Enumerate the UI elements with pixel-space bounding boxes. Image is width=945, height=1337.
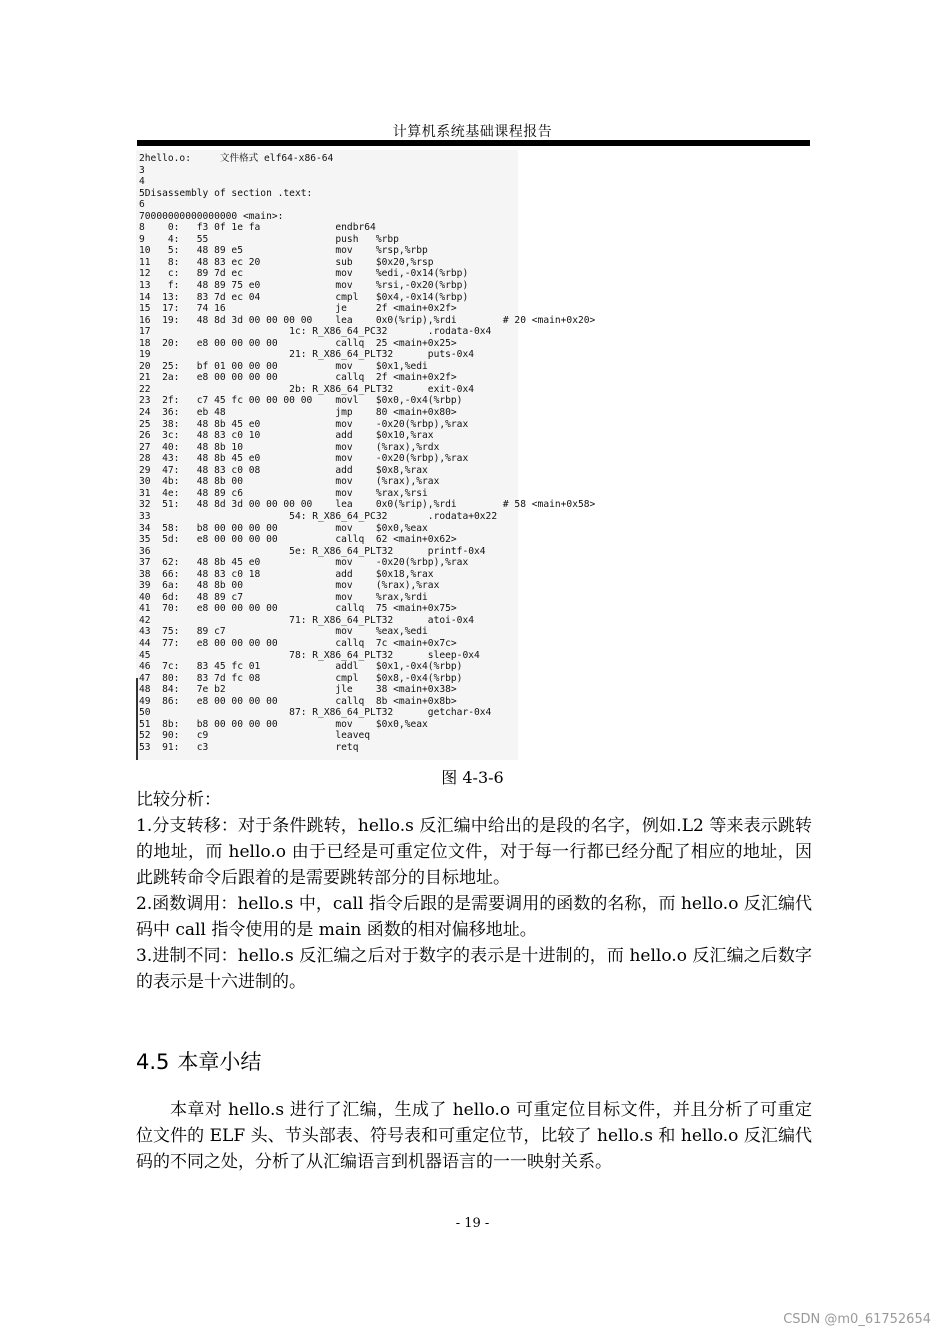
code-line: 32 51: 48 8d 3d 00 00 00 00 lea 0x0(%rip),%rdi # 58 <main+0x58> <box>139 499 596 511</box>
code-line: 46 7c: 83 45 fc 01 addl $0x1,-0x4(%rbp) <box>139 661 463 673</box>
section-number: 4.5 <box>136 1050 170 1074</box>
code-line: 44 77: e8 00 00 00 00 callq 7c <main+0x7c> <box>139 637 457 649</box>
code-line: 4 <box>139 176 145 188</box>
running-header: 计算机系统基础课程报告 <box>392 124 553 140</box>
code-line: 26 3c: 48 83 c0 10 add $0x10,%rax <box>139 430 434 442</box>
code-line: 5Disassembly of section .text: <box>139 187 313 199</box>
code-line: 25 38: 48 8b 45 e0 mov -0x20(%rbp),%rax <box>139 418 469 430</box>
code-line: 27 40: 48 8b 10 mov (%rax),%rdx <box>139 441 440 453</box>
chapter-summary <box>136 1097 812 1175</box>
code-line: 45 78: R_X86_64_PLT32 sleep-0x4 <box>139 649 480 661</box>
code-line: 12 c: 89 7d ec mov %edi,-0x14(%rbp) <box>139 268 469 280</box>
code-line: 16 19: 48 8d 3d 00 00 00 00 lea 0x0(%rip),%rdi # 20 <main+0x20> <box>139 314 596 326</box>
code-line: 9 4: 55 push %rbp <box>139 233 399 245</box>
code-line: 3 <box>139 164 145 176</box>
figure-caption: 图 4-3-6 <box>441 768 504 787</box>
code-line: 37 62: 48 8b 45 e0 mov -0x20(%rbp),%rax <box>139 557 469 569</box>
code-line: 14 13: 83 7d ec 04 cmpl $0x4,-0x14(%rbp) <box>139 291 469 303</box>
code-line: 11 8: 48 83 ec 20 sub $0x20,%rsp <box>139 256 434 268</box>
code-line: 13 f: 48 89 75 e0 mov %rsi,-0x20(%rbp) <box>139 280 469 292</box>
code-line: 24 36: eb 48 jmp 80 <main+0x80> <box>139 407 457 419</box>
code-line: 52 90: c9 leaveq <box>139 730 371 742</box>
code-line: 23 2f: c7 45 fc 00 00 00 00 movl $0x0,-0x4(%rbp) <box>139 395 463 407</box>
code-line: 47 80: 83 7d fc 08 cmpl $0x8,-0x4(%rbp) <box>139 672 463 684</box>
code-line: 41 70: e8 00 00 00 00 callq 75 <main+0x75> <box>139 603 457 615</box>
analysis-heading: 比较分析： <box>136 790 221 810</box>
code-line: 36 5e: R_X86_64_PLT32 printf-0x4 <box>139 545 486 557</box>
code-line: 21 2a: e8 00 00 00 00 callq 2f <main+0x2f> <box>139 372 457 384</box>
code-line: 20 25: bf 01 00 00 00 mov $0x1,%edi <box>139 360 428 372</box>
summary-paragraph: 本章对 hello.s 进行了汇编，生成了 hello.o 可重定位目标文件，并且分析了可重定位文件的 ELF 头、节头部表、符号表和可重定位节，比较了 hello.s 和 hello.o 反汇编代码的不同之处，分析了从汇编语言到机器语言的一一映射关系。 <box>136 1100 812 1172</box>
analysis-section <box>136 787 812 995</box>
analysis-item-call: 2.函数调用：hello.s 中，call 指令后跟的是需要调用的函数的名称，而 hello.o 反汇编代码中 call 指令使用的是 main 函数的相对偏移地址。 <box>136 894 812 940</box>
code-line: 34 58: b8 00 00 00 00 mov $0x0,%eax <box>139 522 428 534</box>
page-number: - 19 - <box>455 1216 490 1231</box>
code-line: 43 75: 89 c7 mov %eax,%edi <box>139 626 428 638</box>
analysis-item-radix: 3.进制不同：hello.s 反汇编之后对于数字的表示是十进制的，而 hello.o 反汇编之后数字的表示是十六进制的。 <box>136 946 812 992</box>
section-heading <box>136 1046 261 1076</box>
code-line: 48 84: 7e b2 jle 38 <main+0x38> <box>139 684 457 696</box>
header-rule <box>137 140 810 146</box>
code-line: 40 6d: 48 89 c7 mov %rax,%rdi <box>139 591 428 603</box>
code-line: 49 86: e8 00 00 00 00 callq 8b <main+0x8b> <box>139 695 457 707</box>
code-line: 28 43: 48 8b 45 e0 mov -0x20(%rbp),%rax <box>139 453 469 465</box>
code-line: 51 8b: b8 00 00 00 00 mov $0x0,%eax <box>139 718 428 730</box>
editor-left-border <box>136 678 138 760</box>
section-title: 本章小结 <box>177 1050 262 1074</box>
code-line: 18 20: e8 00 00 00 00 callq 25 <main+0x25> <box>139 337 457 349</box>
code-line: 19 21: R_X86_64_PLT32 puts-0x4 <box>139 349 475 361</box>
code-line: 30 4b: 48 8b 00 mov (%rax),%rax <box>139 476 440 488</box>
code-line: 70000000000000000 <main>: <box>139 210 284 222</box>
code-line: 29 47: 48 83 c0 08 add $0x8,%rax <box>139 464 428 476</box>
analysis-item-branch: 1.分支转移：对于条件跳转，hello.s 反汇编中给出的是段的名字，例如.L2 等来表示跳转的地址，而 hello.o 由于已经是可重定位文件，对于每一行都已经分配了相应的地址，因此跳转命令后跟着的是需要跳转部分的目标地址。 <box>136 816 812 888</box>
code-line: 6 <box>139 199 145 211</box>
code-line: 33 54: R_X86_64_PC32 .rodata+0x22 <box>139 510 498 522</box>
watermark: CSDN @m0_61752654 <box>783 1312 931 1327</box>
code-line: 10 5: 48 89 e5 mov %rsp,%rbp <box>139 245 428 257</box>
code-line: 2hello.o: 文件格式 elf64-x86-64 <box>139 153 334 164</box>
code-line: 15 17: 74 16 je 2f <main+0x2f> <box>139 303 457 315</box>
code-line: 38 66: 48 83 c0 18 add $0x18,%rax <box>139 568 434 580</box>
code-line: 39 6a: 48 8b 00 mov (%rax),%rax <box>139 580 440 592</box>
code-line: 50 87: R_X86_64_PLT32 getchar-0x4 <box>139 707 492 719</box>
code-line: 53 91: c3 retq <box>139 741 359 753</box>
code-line: 22 2b: R_X86_64_PLT32 exit-0x4 <box>139 383 475 395</box>
code-line: 8 0: f3 0f 1e fa endbr64 <box>139 222 376 234</box>
disassembly-code <box>139 153 595 753</box>
code-line: 17 1c: R_X86_64_PC32 .rodata-0x4 <box>139 326 492 338</box>
code-line: 42 71: R_X86_64_PLT32 atoi-0x4 <box>139 614 475 626</box>
code-line: 31 4e: 48 89 c6 mov %rax,%rsi <box>139 487 428 499</box>
code-line: 35 5d: e8 00 00 00 00 callq 62 <main+0x62> <box>139 534 457 546</box>
